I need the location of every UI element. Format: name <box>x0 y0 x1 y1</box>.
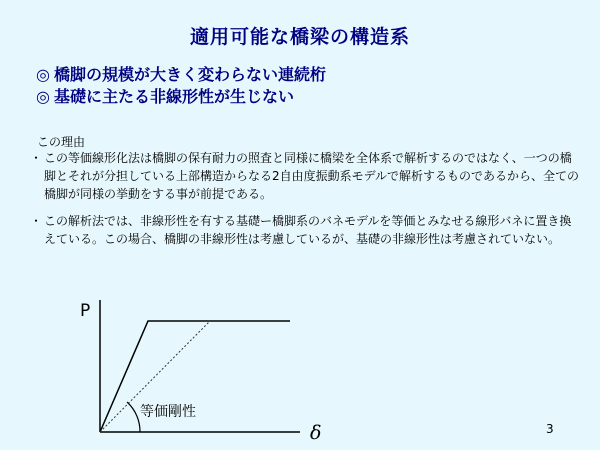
key-point-2 <box>36 86 576 108</box>
equivalent-stiffness-label: 等価剛性 <box>140 404 196 420</box>
key-point-text: 基礎に主たる非線形性が生じない <box>54 87 295 106</box>
y-axis-label: P <box>80 301 91 321</box>
reason-paragraph-2 <box>30 212 580 248</box>
key-point-text: 橋脚の規模が大きく変わらない連続桁 <box>54 65 327 84</box>
reason-paragraph-text: この等価線形化法は橋脚の保有耐力の照査と同様に橋梁を全体系で解析するのではなく、一つの橋脚とそれが分担している上部構造からなる2自由度振動系モデルで解析するものであるから、全ての橋脚が同様の挙動をする事が前提である。 <box>44 151 580 201</box>
double-circle-icon: ◎ <box>36 65 50 84</box>
double-circle-icon: ◎ <box>36 87 50 106</box>
slide-title: 適用可能な橋梁の構造系 <box>189 26 410 48</box>
bullet-dot-icon: ・ <box>30 214 43 228</box>
load-displacement-diagram <box>60 295 360 445</box>
page-number: 3 <box>546 422 554 436</box>
reason-heading: この理由 <box>37 135 86 149</box>
stiffness-angle-arc <box>127 402 140 432</box>
reason-paragraph-text: この解析法では、非線形性を有する基礎ー橋脚系のバネモデルを等価とみなせる線形バネに置き換えている。この場合、橋脚の非線形性は考慮しているが、基礎の非線形性は考慮されていない。 <box>44 214 572 246</box>
x-axis-label: δ <box>310 422 322 444</box>
bullet-dot-icon: ・ <box>30 151 43 165</box>
key-points <box>36 64 576 108</box>
key-point-1 <box>36 64 576 86</box>
reason-paragraph-1 <box>30 149 580 203</box>
